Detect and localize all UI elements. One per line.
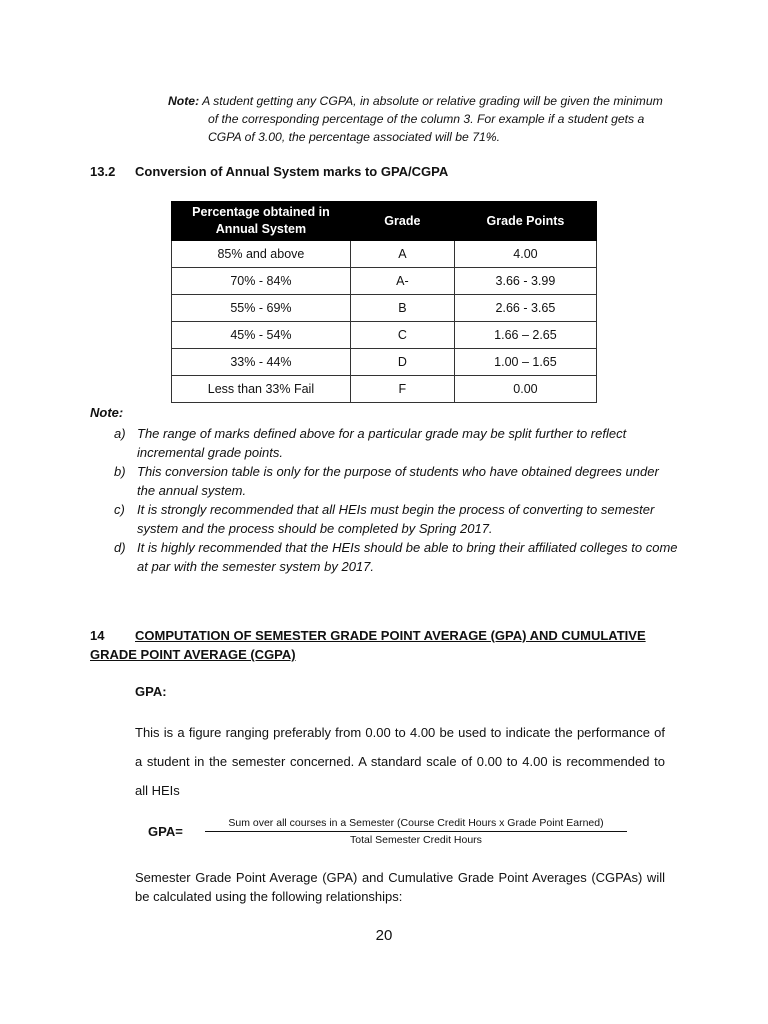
list-marker: b) <box>114 464 126 479</box>
cell-grade-points: 1.66 – 2.65 <box>454 322 596 349</box>
cell-percentage: 33% - 44% <box>172 349 351 376</box>
section-14-heading <box>90 626 650 664</box>
formula-label: GPA= <box>148 824 183 839</box>
top-note-label: Note: <box>168 94 200 108</box>
cell-grade-points: 3.66 - 3.99 <box>454 268 596 295</box>
section-number: 13.2 <box>90 164 116 179</box>
section-title: Conversion of Annual System marks to GPA/CGPA <box>135 164 449 179</box>
cell-percentage: 85% and above <box>172 241 351 268</box>
cell-grade: F <box>350 376 454 403</box>
section-number: 14 <box>90 628 105 643</box>
table-row <box>172 295 597 322</box>
list-marker: a) <box>114 426 126 441</box>
closing-paragraph: Semester Grade Point Average (GPA) and Cumulative Grade Point Averages (CGPAs) will be calculated using the following relationships: <box>135 870 665 904</box>
list-item <box>110 462 678 500</box>
top-note <box>168 92 680 146</box>
header-percentage: Percentage obtained in Annual System <box>172 202 351 241</box>
table-row <box>172 349 597 376</box>
list-item-text: The range of marks defined above for a particular grade may be split further to reflect incremental grade points. <box>137 426 627 460</box>
section-title-part1: COMPUTATION OF SEMESTER GRADE POINT AVERAGE (GPA) AND CUMULATIVE <box>135 628 646 643</box>
table-row <box>172 376 597 403</box>
gpa-paragraph: This is a figure ranging preferably from 0.00 to 4.00 be used to indicate the performance of a student in the semester concerned. A standard scale of 0.00 to 4.00 is recommended to all HEIs <box>135 725 665 798</box>
gpa-formula-fraction <box>205 817 627 846</box>
list-item <box>110 424 678 462</box>
cell-percentage: Less than 33% Fail <box>172 376 351 403</box>
section-13-2-heading <box>90 164 448 179</box>
notes-label: Note: <box>90 405 124 420</box>
list-item <box>110 538 678 576</box>
cell-grade: D <box>350 349 454 376</box>
cell-grade-points: 0.00 <box>454 376 596 403</box>
cell-grade: B <box>350 295 454 322</box>
formula-denominator: Total Semester Credit Hours <box>350 834 482 846</box>
list-item-text: It is highly recommended that the HEIs should be able to bring their affiliated colleges to come at par with the semester system by 2017. <box>137 540 678 574</box>
list-item-text: This conversion table is only for the purpose of students who have obtained degrees under the annual system. <box>137 464 659 498</box>
cell-grade: A <box>350 241 454 268</box>
cell-percentage: 70% - 84% <box>172 268 351 295</box>
header-grade: Grade <box>350 202 454 241</box>
notes-list <box>110 424 678 576</box>
gpa-heading: GPA: <box>135 684 167 699</box>
formula-numerator: Sum over all courses in a Semester (Course Credit Hours x Grade Point Earned) <box>205 817 627 832</box>
list-item-text: It is strongly recommended that all HEIs must begin the process of converting to semester system and the process should be completed by Spring 2017. <box>137 502 655 536</box>
top-note-line3: CGPA of 3.00, the percentage associated will be 71%. <box>208 130 500 144</box>
table-row <box>172 241 597 268</box>
page-number: 20 <box>375 927 393 944</box>
list-item <box>110 500 678 538</box>
cell-grade-points: 1.00 – 1.65 <box>454 349 596 376</box>
list-marker: c) <box>114 502 125 517</box>
table-row <box>172 268 597 295</box>
table-row <box>172 322 597 349</box>
table-header-row <box>172 202 597 241</box>
section-title-part2: GRADE POINT AVERAGE (CGPA) <box>90 647 296 662</box>
top-note-line2: of the corresponding percentage of the column 3. For example if a student gets a <box>208 112 645 126</box>
list-marker: d) <box>114 540 126 555</box>
cell-grade-points: 4.00 <box>454 241 596 268</box>
cell-grade-points: 2.66 - 3.65 <box>454 295 596 322</box>
top-note-line1: A student getting any CGPA, in absolute or relative grading will be given the minimum <box>202 94 663 108</box>
cell-grade: C <box>350 322 454 349</box>
cell-percentage: 55% - 69% <box>172 295 351 322</box>
grade-conversion-table <box>171 201 597 403</box>
header-grade-points: Grade Points <box>454 202 596 241</box>
cell-percentage: 45% - 54% <box>172 322 351 349</box>
cell-grade: A- <box>350 268 454 295</box>
